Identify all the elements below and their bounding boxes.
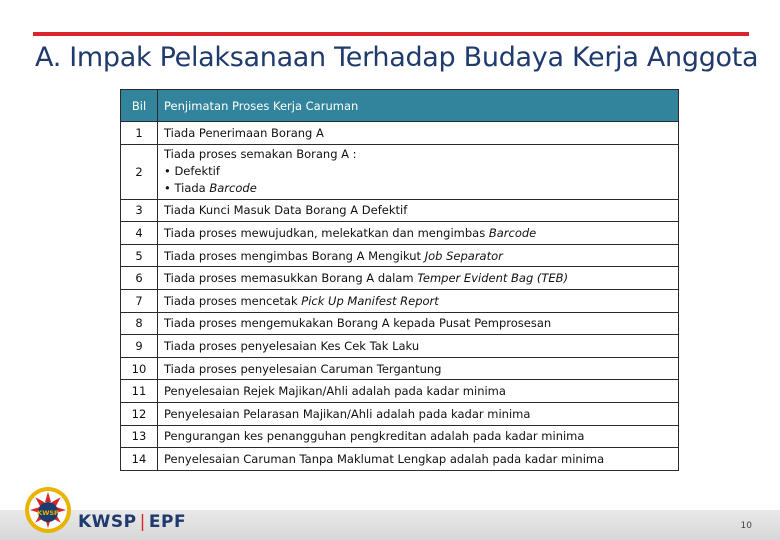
brand-epf: EPF [148, 512, 187, 532]
italic-term: Temper Evident Bag (TEB) [417, 271, 569, 286]
text-run: Penyelesaian Pelarasan Majikan/Ahli adalah pada kadar minima [164, 406, 531, 421]
row-number: 14 [121, 448, 158, 471]
row-description [158, 357, 679, 380]
text-run: Tiada proses penyelesaian Caruman Tergantung [164, 361, 442, 376]
bullet-item [164, 163, 672, 180]
row-description [158, 144, 679, 199]
italic-term: Barcode [209, 181, 257, 196]
bullet-dot-icon: • [164, 164, 175, 179]
table-row [121, 335, 679, 358]
row-description [158, 267, 679, 290]
table-row [121, 312, 679, 335]
table-row [121, 402, 679, 425]
table-row [121, 144, 679, 199]
table-row [121, 448, 679, 471]
bullet-item [164, 180, 672, 197]
text-run: Tiada proses mencetak [164, 293, 302, 308]
row-description [158, 380, 679, 403]
header-bil: Bil [121, 90, 158, 122]
text-run: Tiada proses penyelesaian Kes Cek Tak Laku [164, 338, 420, 353]
row-number: 11 [121, 380, 158, 403]
italic-term: Pick Up Manifest Report [301, 293, 439, 308]
table-row [121, 380, 679, 403]
brand-logo [78, 512, 186, 532]
row-description [158, 199, 679, 222]
brand-kwsp: KWSP [78, 512, 137, 532]
row-number: 4 [121, 222, 158, 245]
italic-term: Job Separator [424, 248, 503, 263]
table-row [121, 244, 679, 267]
page-number: 10 [740, 521, 752, 531]
text-run: Pengurangan kes penangguhan pengkreditan adalah pada kadar minima [164, 429, 585, 444]
table-row [121, 357, 679, 380]
row-number: 12 [121, 402, 158, 425]
slide-title: A. Impak Pelaksanaan Terhadap Budaya Kerja Anggota [35, 42, 759, 73]
text-run: Defektif [174, 164, 220, 179]
table-header-row [121, 90, 679, 122]
text-run: Tiada Kunci Masuk Data Borang A Defektif [164, 203, 408, 218]
row-description [158, 425, 679, 448]
row-number: 1 [121, 122, 158, 145]
text-run: Tiada proses semakan Borang A : [164, 147, 357, 162]
table-row [121, 222, 679, 245]
row-number: 6 [121, 267, 158, 290]
text-run: Penyelesaian Rejek Majikan/Ahli adalah pada kadar minima [164, 384, 506, 399]
kwsp-seal-icon [24, 486, 72, 534]
row-lead-text [164, 146, 672, 163]
table-row [121, 267, 679, 290]
italic-term: Barcode [488, 225, 537, 240]
row-description [158, 244, 679, 267]
row-number: 10 [121, 357, 158, 380]
row-number: 8 [121, 312, 158, 335]
header-description: Penjimatan Proses Kerja Caruman [158, 90, 679, 122]
text-run: Tiada proses memasukkan Borang A dalam [164, 271, 418, 286]
seal-text: KWSP [37, 509, 59, 517]
brand-separator: | [139, 512, 146, 532]
text-run: Tiada Penerimaan Borang A [164, 125, 324, 140]
table-row [121, 289, 679, 312]
table-row [121, 122, 679, 145]
title-rule [33, 32, 749, 36]
row-number: 3 [121, 199, 158, 222]
row-number: 13 [121, 425, 158, 448]
text-run: Tiada proses mengimbas Borang A Mengikut [164, 248, 425, 263]
savings-table [120, 89, 679, 471]
row-number: 9 [121, 335, 158, 358]
bullet-dot-icon: • [164, 181, 175, 196]
row-number: 7 [121, 289, 158, 312]
row-description [158, 335, 679, 358]
table-row [121, 425, 679, 448]
row-number: 2 [121, 144, 158, 199]
row-description [158, 222, 679, 245]
row-description [158, 448, 679, 471]
row-description [158, 312, 679, 335]
row-description [158, 289, 679, 312]
row-description [158, 122, 679, 145]
text-run: Tiada proses mengemukakan Borang A kepada Pusat Pemprosesan [164, 316, 552, 331]
text-run: Penyelesaian Caruman Tanpa Maklumat Lengkap adalah pada kadar minima [164, 451, 605, 466]
table-row [121, 199, 679, 222]
row-description [158, 402, 679, 425]
row-number: 5 [121, 244, 158, 267]
text-run: Tiada proses mewujudkan, melekatkan dan mengimbas [164, 225, 489, 240]
text-run: Tiada [174, 181, 210, 196]
